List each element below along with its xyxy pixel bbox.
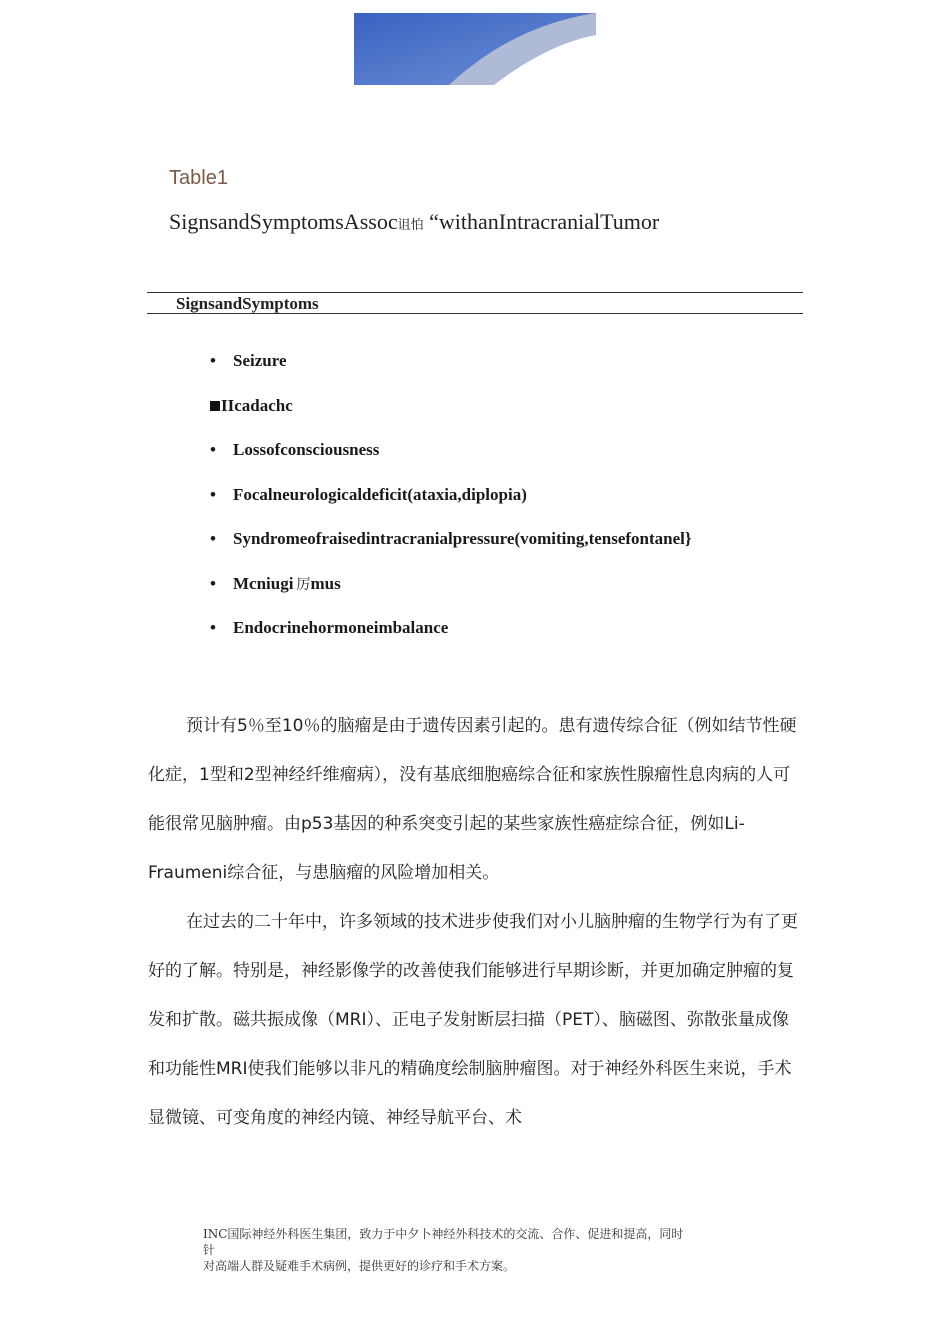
table-title-part2: “withanIntracranialTumor bbox=[423, 209, 660, 234]
table-column-header: SignsandSymptoms bbox=[176, 294, 319, 313]
symptom-text: Seizure bbox=[233, 351, 287, 370]
list-item bbox=[210, 485, 692, 530]
symptom-list bbox=[210, 351, 692, 663]
list-item bbox=[210, 574, 692, 619]
table-title-part1: SignsandSymptomsAssoc bbox=[169, 209, 398, 234]
square-bullet-icon bbox=[210, 401, 220, 411]
bullet: • bbox=[210, 618, 216, 637]
list-item bbox=[210, 618, 692, 663]
body-text bbox=[148, 702, 804, 1143]
bullet: • bbox=[210, 351, 216, 370]
symptom-text: Mcniugi bbox=[233, 573, 294, 593]
symptom-text: Lossofconsciousness bbox=[233, 440, 380, 459]
symptom-text: Endocrinehormoneimbalance bbox=[233, 618, 449, 637]
paragraph-1: 预计有5％至10％的脑瘤是由于遗传因素引起的。患有遗传综合征（例如结节性硬化症，1型和2型神经纤维瘤病），没有基底细胞癌综合征和家族性腺瘤性息肉病的人可能很常见脑肿瘤。由p53基因的种系突变引起的某些家族性癌症综合征，例如Li-Fraumeni综合征，与患脑瘤的风险增加相关。 bbox=[148, 716, 797, 883]
list-item bbox=[210, 351, 692, 396]
footer bbox=[203, 1226, 743, 1274]
bullet: • bbox=[210, 529, 216, 548]
footer-line-1: INC国际神经外科医生集团，致力于中夕卜神经外科技术的交流、合作、促进和提高，同时 bbox=[203, 1227, 684, 1241]
symptom-text: IIcadachc bbox=[221, 395, 293, 415]
table-label: Table1 bbox=[169, 167, 228, 189]
bullet: • bbox=[210, 440, 216, 459]
symptom-text: Focalneurologicaldeficit(ataxia,diplopia) bbox=[233, 484, 527, 504]
symptom-text: Syndromeofraisedintracranialpressure(vomiting,tensefontanel} bbox=[233, 529, 692, 548]
table-title-cjk: 诅怕 bbox=[397, 218, 424, 233]
list-item bbox=[210, 396, 692, 441]
header-wave-graphic bbox=[354, 13, 596, 85]
bullet: • bbox=[210, 484, 216, 504]
table-title bbox=[169, 209, 659, 235]
paragraph-2: 在过去的二十年中，许多领域的技术进步使我们对小儿脑肿瘤的生物学行为有了更好的了解。特别是，神经影像学的改善使我们能够进行早期诊断，并更加确定肿瘤的复发和扩散。磁共振成像（MRI）、正电子发射断层扫描（PET）、脑磁图、弥散张量成像和功能性MRI使我们能够以非凡的精确度绘制脑肿瘤图。对于神经外科医生来说，手术显微镜、可变角度的神经内镜、神经导航平台、术 bbox=[148, 912, 798, 1128]
symptom-text-after: mus bbox=[310, 573, 341, 593]
footer-line-2: 针 bbox=[203, 1243, 216, 1257]
table-top-rule bbox=[147, 292, 803, 293]
symptom-text-cjk: 厉 bbox=[296, 576, 311, 593]
bullet: • bbox=[210, 573, 216, 593]
footer-line-3: 对高端人群及疑难手术病例，提供更好的诊疗和手术方案。 bbox=[203, 1259, 516, 1273]
list-item bbox=[210, 440, 692, 485]
list-item bbox=[210, 529, 692, 574]
table-header-rule bbox=[147, 313, 803, 314]
